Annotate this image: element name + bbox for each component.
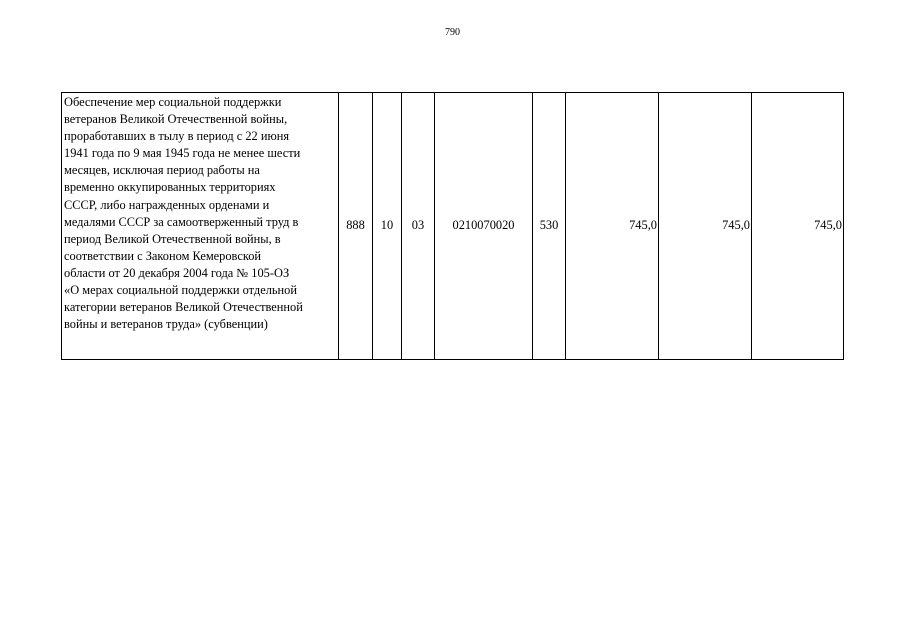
page-number: 790 xyxy=(445,27,460,38)
amount-cell-3: 745,0 xyxy=(752,93,844,360)
description-line: категории ветеранов Великой Отечественной xyxy=(64,300,303,315)
description-line: проработавших в тылу в период с 22 июня xyxy=(64,129,290,144)
description-line: месяцев, исключая период работы на xyxy=(64,163,260,178)
ministry-code-cell: 888 xyxy=(339,93,373,360)
table-row xyxy=(62,93,844,360)
description-line: «О мерах социальной поддержки отдельной xyxy=(64,283,297,298)
section-code-cell: 10 xyxy=(373,93,402,360)
description-line: ветеранов Великой Отечественной войны, xyxy=(64,112,288,127)
description-line: войны и ветеранов труда» (субвенции) xyxy=(64,317,268,332)
description-line: области от 20 декабря 2004 года № 105-ОЗ xyxy=(64,265,290,280)
description-line: временно оккупированных территориях xyxy=(64,180,276,195)
amount-cell-2: 745,0 xyxy=(659,93,752,360)
description-line: медалями СССР за самоотверженный труд в xyxy=(64,214,299,229)
description-line: период Великой Отечественной войны, в xyxy=(64,231,281,246)
description-line: соответствии с Законом Кемеровской xyxy=(64,248,262,263)
target-article-cell: 0210070020 xyxy=(435,93,533,360)
subsection-code-cell: 03 xyxy=(402,93,435,360)
expense-type-cell: 530 xyxy=(533,93,566,360)
description-cell xyxy=(62,93,339,360)
budget-table xyxy=(61,92,844,360)
description-line: Обеспечение мер социальной поддержки xyxy=(64,95,282,109)
description-line: 1941 года по 9 мая 1945 года не менее шести xyxy=(64,146,301,161)
amount-cell-1: 745,0 xyxy=(566,93,659,360)
description-line: СССР, либо награжденных орденами и xyxy=(64,197,270,212)
